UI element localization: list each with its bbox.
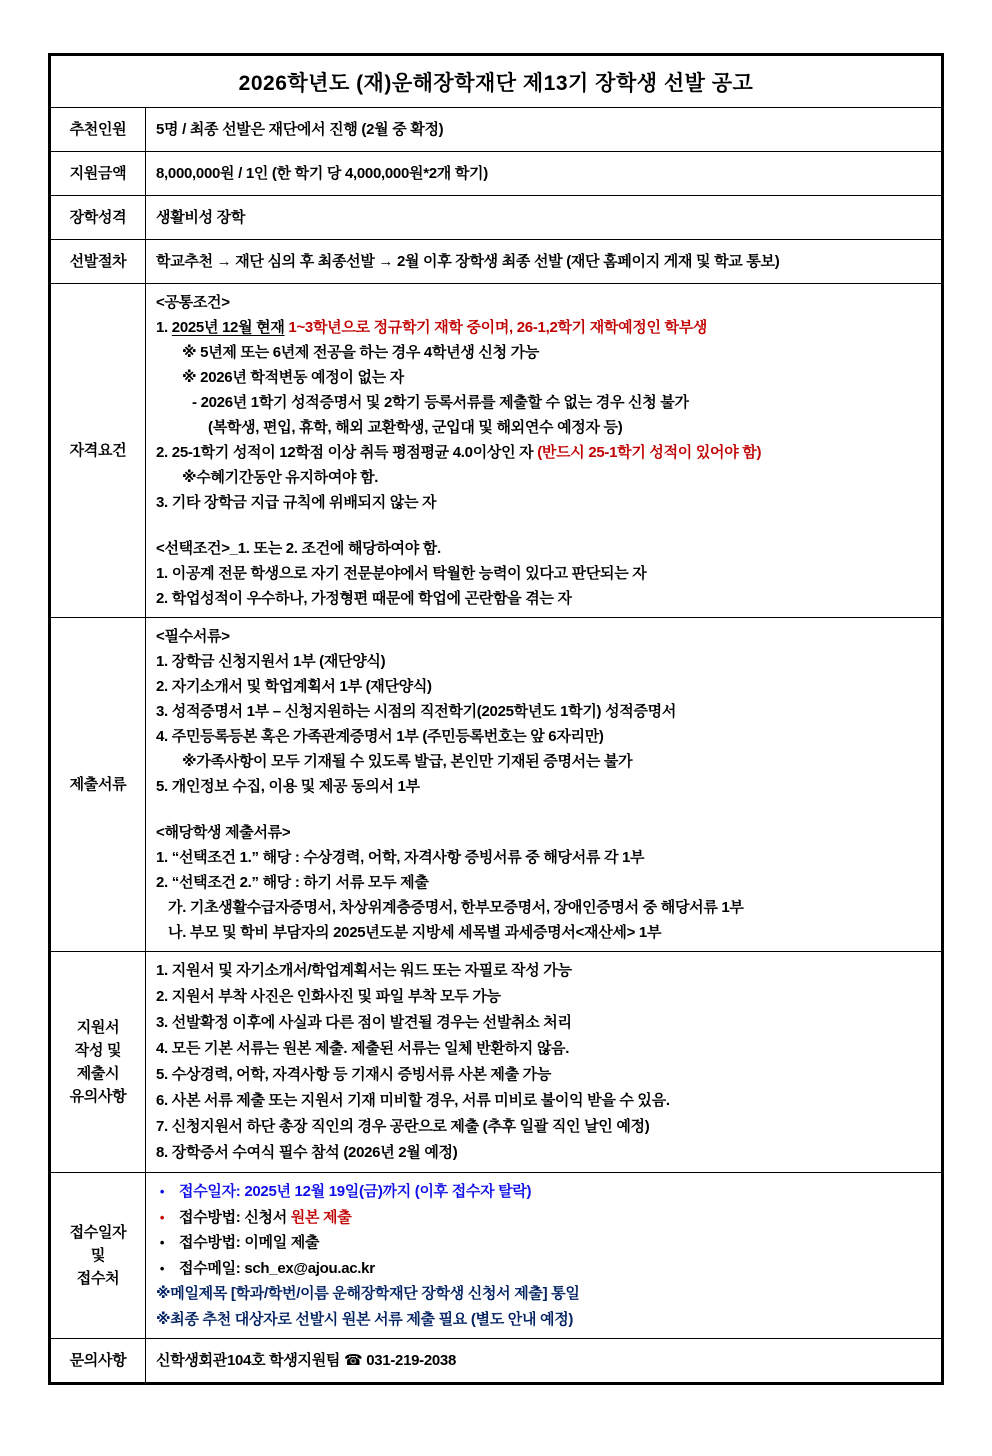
text-segment: 1. 이공계 전문 학생으로 자기 전문분야에서 탁월한 능력이 있다고 판단되는 자: [156, 565, 647, 582]
text-segment: 1. 장학금 신청지원서 1부 (재단양식): [156, 653, 386, 670]
label-line: 제출서류: [69, 776, 127, 793]
label-line: 추천인원: [69, 121, 127, 138]
row-procedure: [51, 239, 941, 283]
content-line: [146, 674, 933, 699]
content-line: [146, 1230, 933, 1256]
content-line: [146, 205, 933, 230]
bullet-icon: •: [159, 1260, 165, 1276]
page-title: 2026학년도 (재)운해장학재단 제13기 장학생 선발 공고: [238, 72, 754, 95]
row-label-type: [51, 196, 146, 239]
text-segment: ※최종 추천 대상자로 선발시 원본 서류 제출 필요 (별도 안내 예정): [156, 1310, 574, 1328]
content-line: [146, 624, 933, 649]
row-content-procedure: [146, 240, 941, 283]
row-recommendation: [51, 107, 941, 151]
content-line: [146, 415, 933, 440]
text-segment: <공통조건>: [156, 294, 230, 311]
text-segment: ※메일제목 [학과/학번/이름 운해장학재단 장학생 신청서 제출] 통일: [156, 1285, 580, 1302]
text-segment: 3. 기타 장학금 지급 규칙에 위배되지 않는 자: [156, 494, 437, 511]
content-line: [146, 724, 933, 749]
label-line: 지원서: [76, 1019, 120, 1036]
label-line: 작성 및: [74, 1042, 122, 1059]
content-line: [146, 340, 933, 365]
content-line: [146, 1010, 933, 1036]
text-segment: 접수일자: 2025년 12월 19일(금)까지 (이후 접수자 탈락): [179, 1183, 532, 1200]
label-line: 유의사항: [69, 1088, 127, 1105]
announcement-table: [48, 53, 944, 1385]
content-line: [146, 1036, 933, 1062]
content-line: [146, 465, 933, 490]
content-line: [146, 536, 933, 561]
row-amount: [51, 151, 941, 195]
content-line: [146, 699, 933, 724]
text-segment: 2. “선택조건 2.” 해당 : 하기 서류 모두 제출: [156, 874, 429, 891]
row-content-amount: [146, 152, 941, 195]
content-line: [146, 984, 933, 1010]
row-eligibility: [51, 283, 941, 617]
text-segment: 1~3학년으로 정규학기 재학 중이며, 26-1,2학기 재학예정인 학부생: [288, 319, 708, 336]
text-segment: 나. 부모 및 학비 부담자의 2025년도분 지방세 세목별 과세증명서<재산세> 1부: [168, 924, 662, 941]
text-segment: 8. 장학증서 수여식 필수 참석 (2026년 2월 예정): [156, 1144, 458, 1161]
bullet-icon: •: [159, 1209, 165, 1225]
text-segment: 7. 신청지원서 하단 총장 직인의 경우 공란으로 제출 (추후 일괄 직인 날인 예정): [156, 1118, 650, 1135]
text-segment: 2025년 12월 현재: [171, 319, 285, 336]
row-content-type: [146, 196, 941, 239]
row-label-contact: [51, 1339, 146, 1382]
content-line: [146, 1205, 933, 1231]
text-segment: 6. 사본 서류 제출 또는 지원서 기재 미비할 경우, 서류 미비로 불이익 받을 수 있음.: [156, 1092, 670, 1109]
row-content-recommendation: [146, 108, 941, 151]
text-segment: 신학생회관104호 학생지원팀 ☎ 031-219-2038: [156, 1352, 457, 1369]
content-line: [146, 845, 933, 870]
text-segment: 1. “선택조건 1.” 해당 : 수상경력, 어학, 자격사항 증빙서류 중 해당서류 각 1부: [156, 849, 645, 866]
row-label-notes: [51, 952, 146, 1172]
label-line: 접수일자: [69, 1224, 127, 1241]
row-label-documents: [51, 618, 146, 951]
content-line: [146, 440, 933, 465]
content-line: [146, 161, 933, 186]
content-line: [146, 315, 933, 340]
row-label-amount: [51, 152, 146, 195]
content-line: [146, 290, 933, 315]
label-line: 지원금액: [69, 165, 127, 182]
content-line: [146, 1140, 933, 1166]
text-segment: 4. 모든 기본 서류는 원본 제출. 제출된 서류는 일체 반환하지 않음.: [156, 1040, 570, 1057]
row-label-application: [51, 1173, 146, 1338]
row-application: [51, 1172, 941, 1338]
content-line: [146, 117, 933, 142]
text-segment: ※수혜기간동안 유지하여야 함.: [182, 469, 379, 486]
text-segment: 가. 기초생활수급자증명서, 차상위계층증명서, 한부모증명서, 장애인증명서 중 해당서류 1부: [168, 899, 744, 916]
content-line: [146, 649, 933, 674]
row-content-documents: [146, 618, 941, 951]
label-line: 및: [90, 1247, 106, 1264]
row-content-notes: [146, 952, 941, 1172]
content-line: [146, 365, 933, 390]
label-line: 장학성격: [69, 209, 127, 226]
content-line: [146, 749, 933, 774]
content-line: [146, 1348, 933, 1373]
text-segment: <필수서류>: [156, 628, 230, 645]
content-line: [146, 390, 933, 415]
label-line: 문의사항: [69, 1352, 127, 1369]
content-line: [146, 774, 933, 799]
content-line: [146, 920, 933, 945]
row-label-eligibility: [51, 284, 146, 617]
announcement-page: [48, 53, 944, 1385]
content-line: [146, 820, 933, 845]
text-segment: <해당학생 제출서류>: [156, 824, 291, 841]
row-contact: [51, 1338, 941, 1382]
content-line: [146, 870, 933, 895]
label-line: 접수처: [76, 1270, 120, 1287]
content-line: [146, 895, 933, 920]
text-segment: 학교추천 → 재단 심의 후 최종선발 → 2월 이후 장학생 최종 선발 (재단 홈페이지 게재 및 학교 통보): [156, 253, 780, 270]
row-notes: [51, 951, 941, 1172]
text-segment: 접수방법: 이메일 제출: [179, 1234, 320, 1251]
text-segment: ※ 5년제 또는 6년제 전공을 하는 경우 4학년생 신청 가능: [182, 344, 540, 361]
label-line: 자격요건: [69, 442, 127, 459]
text-segment: 생활비성 장학: [156, 209, 246, 226]
text-segment: 2. 지원서 부착 사진은 인화사진 및 파일 부착 모두 가능: [156, 988, 501, 1005]
content-line: [146, 1088, 933, 1114]
text-segment: 2. 25-1학기 성적이 12학점 이상 취득 평점평균 4.0이상인 자: [156, 444, 538, 461]
text-segment: 3. 성적증명서 1부 – 신청지원하는 시점의 직전학기(2025학년도 1학기) 성적증명서: [156, 703, 677, 720]
content-line: [146, 1307, 933, 1333]
row-content-eligibility: [146, 284, 941, 617]
text-segment: 접수방법: 신청서: [179, 1208, 291, 1226]
content-line: [146, 249, 933, 274]
text-segment: <선택조건>_1. 또는 2. 조건에 해당하여야 함.: [156, 540, 441, 557]
text-segment: (반드시 25-1학기 성적이 있어야 함): [537, 444, 762, 461]
bullet-icon: •: [159, 1184, 165, 1199]
text-segment: 접수메일: sch_ex@ajou.ac.kr: [179, 1259, 375, 1277]
row-content-application: [146, 1173, 941, 1338]
text-segment: ※가족사항이 모두 기재될 수 있도록 발급, 본인만 기재된 증명서는 불가: [182, 753, 633, 770]
text-segment: 4. 주민등록등본 혹은 가족관계증명서 1부 (주민등록번호는 앞 6자리만): [156, 728, 604, 745]
content-line: [146, 1281, 933, 1307]
content-line: [146, 1179, 933, 1205]
text-segment: 8,000,000원 / 1인 (한 학기 당 4,000,000원*2개 학기): [156, 165, 488, 182]
text-segment: 원본 제출: [290, 1208, 352, 1226]
content-line: [146, 1062, 933, 1088]
text-segment: ※ 2026년 학적변동 예정이 없는 자: [182, 369, 404, 386]
bullet-icon: •: [159, 1235, 165, 1250]
label-line: 선발절차: [69, 253, 127, 270]
text-segment: 1.: [156, 319, 172, 336]
text-segment: 5명 / 최종 선발은 재단에서 진행 (2월 중 확정): [156, 121, 444, 138]
text-segment: 5. 개인정보 수집, 이용 및 제공 동의서 1부: [156, 778, 420, 795]
row-type: [51, 195, 941, 239]
label-line: 제출시: [76, 1065, 120, 1082]
row-content-contact: [146, 1339, 941, 1382]
row-label-procedure: [51, 240, 146, 283]
text-segment: 5. 수상경력, 어학, 자격사항 등 기재시 증빙서류 사본 제출 가능: [156, 1066, 552, 1083]
text-segment: - 2026년 1학기 성적증명서 및 2학기 등록서류를 제출할 수 없는 경우 신청 불가: [192, 394, 689, 411]
content-line: [146, 1256, 933, 1282]
content-line: [146, 490, 933, 515]
content-line: [146, 561, 933, 586]
content-line: [146, 958, 933, 984]
table-rows: [51, 107, 941, 1382]
text-segment: 2. 학업성적이 우수하나, 가정형편 때문에 학업에 곤란함을 겪는 자: [156, 590, 572, 607]
text-segment: 3. 선발확정 이후에 사실과 다른 점이 발견될 경우는 선발취소 처리: [156, 1014, 572, 1031]
text-segment: 1. 지원서 및 자기소개서/학업계획서는 워드 또는 자필로 작성 가능: [156, 962, 572, 979]
row-label-recommendation: [51, 108, 146, 151]
row-documents: [51, 617, 941, 951]
content-line: [146, 1114, 933, 1140]
content-line: [146, 586, 933, 611]
text-segment: 2. 자기소개서 및 학업계획서 1부 (재단양식): [156, 678, 432, 695]
text-segment: (복학생, 편입, 휴학, 해외 교환학생, 군입대 및 해외연수 예정자 등): [208, 419, 623, 436]
